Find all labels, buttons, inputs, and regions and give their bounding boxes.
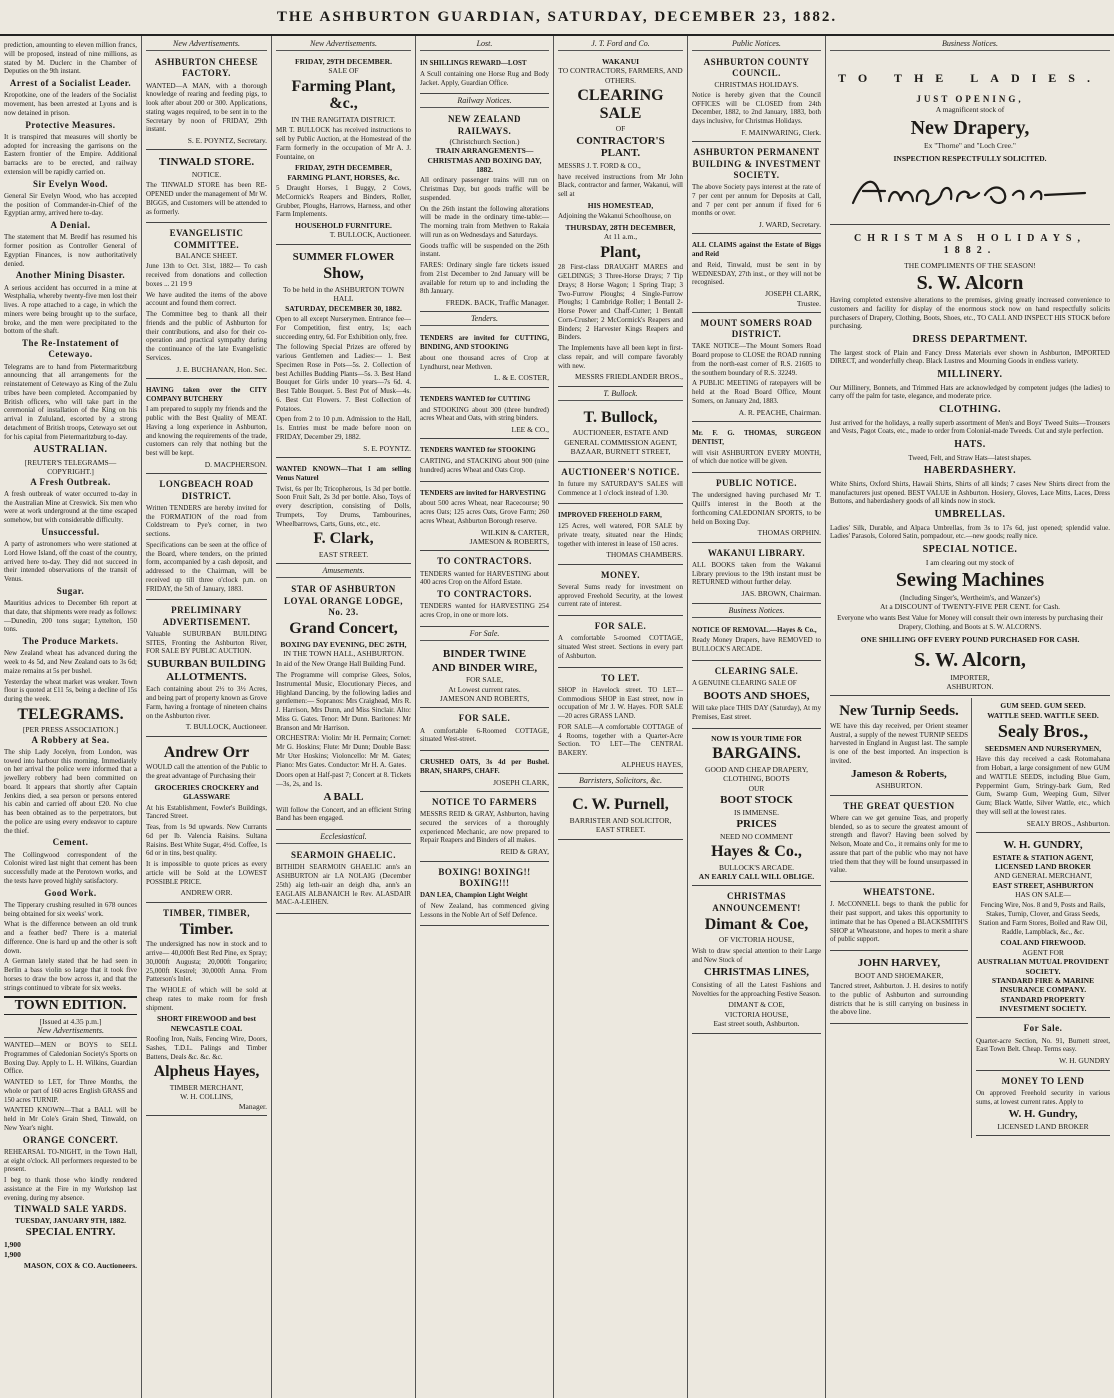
headline: Another Mining Disaster. — [15, 270, 126, 281]
ad-title: CHRISTMAS LINES, — [703, 966, 810, 979]
ad-gaelic-sermon: SEARMOIN GHAELIC. BITHIDH SEARMOIN GHAELIC ann's an ASHBURTON air LA NOLAIG (December 25th) aig leth-uair an deigh dha, ann's an EAGLAIS ALBANAICH le Rev. ALASDAIR MAC-A-LEIHEN. — [276, 847, 411, 914]
bottom-right-ads — [976, 698, 1110, 1138]
ad-title: CLEARING SALE. — [714, 665, 799, 676]
ad-time: At 11 a.m., — [603, 232, 638, 242]
ad-signature: T. BULLOCK, Auctioneer. — [329, 230, 411, 240]
bottom-ads — [830, 698, 1110, 1138]
ad-tolet: TO LET. SHOP in Havelock street. TO LET—Commodious SHOP in East street, now in occupation of Mr J. W. Hayes. FOR SALE—20 acres GRASS LAND. FOR SALE—A comfortable COTTAGE of 4 Rooms, together with a Quarter-Acre Section. TO LET—The CENTRAL BAKERY. ALPHEUS HAYES, — [558, 670, 683, 775]
ad-subtitle: JUST OPENING, — [916, 94, 1024, 104]
ad-farming-plant: FRIDAY, 29TH DECEMBER. SALE OF Farming Plant, &c., IN THE RANGITATA DISTRICT. MR T. BULLOCK has received instructions to sell by Public Auction, at the Homestead of the Farm formerly in the occupation of Mr A. J. Fountaine, on FRIDAY, 29TH DECEMBER, FARMING PLANT, HORSES, &c. 5 Draught Horses, 1 Buggy, 2 Cows, McCormick's Reapers and Binders, Roller, Grubber, Ploughs, Harrows, Harness, and other Farm Implements. HOUSEHOLD FURNITURE. T. BULLOCK, Auctioneer. — [276, 54, 411, 245]
ad-signature-role: Trustee. — [796, 298, 821, 308]
ad-title: For Sale. — [1023, 1023, 1063, 1034]
ad-subtitle: At a DISCOUNT of TWENTY-FIVE PER CENT. for Cash. — [880, 602, 1060, 612]
ad-advertiser: W. H. GUNDRY, — [1003, 838, 1083, 851]
ad-advertiser: MESSRS J. T. FORD & CO., — [558, 161, 641, 170]
ad-butchery: HAVING taken over the CITY COMPANY BUTCHERY I am prepared to supply my friends and the public with the Best Quality of MEAT. Having a long experience in Ashburton, and knowing the requirements of the trade, customers can rely that nothing but the best will be kept. D. MACPHERSON. — [146, 381, 267, 474]
ad-bargains — [692, 731, 821, 886]
ad-title: MONEY TO LEND — [1001, 1075, 1085, 1086]
ad-signature: JOSEPH CLARK, — [765, 289, 821, 299]
andrew-orr-signature — [830, 171, 1110, 213]
ad-removal: NOTICE OF REMOVAL.—Hayes & Co., Ready Money Drapers, have REMOVED to BULLOCK'S ARCADE. — [692, 621, 821, 661]
headline: The Re-Instatement of Cetewayo. — [22, 338, 119, 360]
ad-subtitle: NEED NO COMMENT — [720, 831, 793, 841]
ad-section: MILLINERY. — [937, 369, 1003, 381]
ad-signature: A. R. PEACHE, Chairman. — [738, 407, 821, 417]
ad-subtitle: VICTORIA HOUSE, — [724, 1009, 789, 1019]
ad-subtitle: BARRISTER AND SOLICITOR, — [569, 815, 672, 825]
ad-crushed-oats — [420, 753, 549, 792]
ad-money: MONEY. Several Sums ready for investment on approved Freehold Security, at the lowest current rate of interest. — [558, 567, 683, 617]
ad-flower-show: SUMMER FLOWER Show, To be held in the ASHBURTON TOWN HALL SATURDAY, DECEMBER 30, 1882. Open to all except Nurserymen. Entrance fee—For Competition, first entry, 1s; each succeeding entry, 6d. For Exhibition only, free. The following Special Prizes are offered by various Gentlemen and Ladies:— 1. Best Specimen Rose in Pots—5s. 2. Collection of best Achilles Budding Plants—5s. 3. Best Hand Bouquet for Girls under 10 years—7s 6d. 4. Best Table Bouquet. 5. Best Pot of Musk—4s. 6. Best Cut Flowers. 7. Best Collection of Potatoes. Open from 2 to 10 p.m. Admission to the Hall, 1s. Entries must be made before noon on FRIDAY, December 29, 1882. S. E. POYNTZ. — [276, 247, 411, 458]
ad-subtitle: ONE SHILLING OFF EVERY POUND PURCHASED FOR CASH. — [860, 635, 1080, 645]
ad-subtitle: IS IMMENSE. — [733, 807, 779, 817]
ad-title: TENDERS are invited for HARVESTING — [420, 488, 546, 497]
headline: The Produce Markets. — [22, 636, 119, 646]
ad-subtitle: GOOD AND CHEAP DRAPERY, CLOTHING, BOOTS — [705, 764, 808, 784]
ad-subtitle: BULLOCK'S ARCADE. — [718, 862, 795, 872]
ad-subtitle: HOUSEHOLD FURNITURE. — [295, 221, 392, 231]
ad-title: TENDERS WANTED for CUTTING — [420, 394, 531, 403]
ad-title: Mr. F. G. THOMAS, SURGEON DENTIST, — [692, 429, 821, 446]
ad-library: WAKANUI LIBRARY. ALL BOOKS taken from the Wakanui Library previous to the 19th instant must be RETURNED without further delay. JAS. BROWN, Chairman. — [692, 545, 821, 604]
ad-signature: THOMAS CHAMBERS. — [606, 550, 683, 560]
ad-wheatstone: WHEATSTONE. J. McCONNELL begs to thank the public for their past support, and takes this opportunity to intimate that he has Opened a BLACKSMITH'S SHOP at Wheatstone, and hopes to merit a share of public support. — [830, 884, 968, 951]
ad-signature: JAMESON AND ROBERTS, — [439, 693, 530, 703]
ad-title: New Drapery, — [910, 116, 1030, 139]
ad-subtitle: EAST STREET, ASHBURTON — [992, 880, 1094, 890]
ad-subtitle: FARMING PLANT, HORSES, &c. — [287, 172, 400, 182]
headline: Arrest of a Socialist Leader. — [9, 78, 132, 88]
ad-binder-twine — [420, 644, 549, 708]
ad-subtitle: (Christchurch Section.) — [449, 136, 520, 146]
ad-title: GUM SEED. GUM SEED. — [1000, 701, 1086, 711]
ad-title: TO LET. — [601, 672, 640, 683]
ad-tender-wanted: TENDERS WANTED for CUTTING and STOOKING about 300 (three hundred) acres Wheat and Oats, with string binders. LEE & CO., — [420, 390, 549, 440]
ad-signature: J. E. BUCHANAN, Hon. Sec. — [176, 364, 267, 374]
column-2 — [142, 36, 272, 1398]
ad-title: ALL CLAIMS against the Estate of Biggs and Reid — [692, 241, 821, 259]
section-heading: Business Notices. — [692, 606, 821, 618]
ad-alcorn: CHRISTMAS HOLIDAYS, 1882. THE COMPLIMENTS OF THE SEASON! S. W. Alcorn Having completed extensive alterations to the premises, giving greatly increased convenience to customers and facility for display of the enormous stock now on hand respectfully solicits purchasers of Drapery, Clothing, Boots, Shoes, etc., TO CALL AND INSPECT HIS STOCK before purchasing. DRESS DEPARTMENT. The largest stock of Plain and Fancy Dress Materials ever shown in Ashburton, IMPORTED DIRECT, and wonderfully cheap. Black Lustres and Mourning Goods in endless variety. MILLINERY. Our Millinery, Bonnets, and Trimmed Hats are acknowledged by competent judges (the ladies) to carry off the palm for taste, elegance, and moderate price. CLOTHING. Just arrived for the holidays, a really superb assortment of Men's and Boys' Tweed Suits—Trousers and Vests, Pagot Coats, etc., made to order from Colonial-made Tweeds. Cut and style perfection. HATS. Tweed, Felt, and Straw Hats—latest shapes. HABERDASHERY. White Shirts, Oxford Shirts, Hawaii Shirts, Shirts of all kinds; 7 cases New Shirts direct from the manufacturers just opened. BEST VALUE in Ashburton. Hosiery, Gloves, Lace Mitts, Laces, Dress Buttons, and haberdashery goods of all kinds now in stock. UMBRELLAS. Ladies' Silk, Durable, and Alpaca Umbrellas, from 3s to 17s 6d, just opened; splendid value. Ladies' Parasols, Colored Satin, pompadour, etc.—new goods; really nice. SPECIAL NOTICE. I am clearing out my stock of Sewing Machines (Including Singer's, Wertheim's, and Wanzer's) At a DISCOUNT of TWENTY-FIVE PER CENT. for Cash. Everyone who wants Best Value for Money will consult their own interests by purchasing their Drapery, Clothing, and Boots at S. W. ALCORN'S. ONE SHILLING OFF EVERY POUND PURCHASED FOR CASH. S. W. Alcorn, IMPORTER, ASHBURTON. — [830, 227, 1110, 697]
ad-claims: ALL CLAIMS against the Estate of Biggs and Reid and Reid, Tinwald, must be sent in by WEDNESDAY, 27th inst., or they will not be recognised. JOSEPH CLARK, Trustee. — [692, 236, 821, 313]
ad-signature: JOSEPH CLARK, — [493, 777, 549, 787]
ad-title: PRELIMINARY ADVERTISEMENT. — [162, 605, 251, 627]
section-heading: Amusements. — [276, 566, 411, 578]
ad-grand-concert: STAR OF ASHBURTON LOYAL ORANGE LODGE, No. 23. Grand Concert, BOXING DAY EVENING, DEC 26TH, IN THE TOWN HALL, ASHBURTON. In aid of the New Orange Hall Building Fund. The Programme will comprise Glees, Solos, Instrumental Music, Elocutionary Pieces, and Highland Dancing, by the following ladies and gentlemen:— Sopranos: Mrs Craighead, Mrs R. J. Harrison, Mrs Dunn, and Miss Sinclair. Alto: Miss G. Gates. Tenor: Mr Dunn. Baritones: Mr Branson and Mr Harrison. ORCHESTRA: Violin: Mr H. Permain; Cornet: Mr G. Hoskins; Flute: Mr Dunn; Double Bass: Mr Uter Hoskins; Violoncello: Mr M. Gates; Piano: Mrs Gates. Conductor: Mr H. A. Gates. Doors open at Half-past 7; Concert at 8. Tickets—3s, 2s, and 1s. A BALL Will follow the Concert, and an efficient String Band has been engaged. — [276, 581, 411, 830]
ad-title: WATTLE SEED. WATTLE SEED. — [987, 710, 1099, 720]
ad-section: DRESS DEPARTMENT. — [912, 334, 1028, 346]
ad-title: THE GREAT QUESTION — [843, 800, 955, 811]
ad-signature: JAS. BROWN, Chairman. — [741, 589, 821, 599]
ad-advertiser: S. W. Alcorn, — [914, 648, 1026, 671]
ad-turnip-seeds: New Turnip Seeds. WE have this day received, per Orient steamer Austral, a supply of the newest TURNIP SEEDS harvested in England in August last. The sample is one of the best imported. An inspection is invited. Jameson & Roberts, ASHBURTON. — [830, 698, 968, 795]
ad-title: ASHBURTON PERMANENT BUILDING & INVESTMENT SOCIETY. — [692, 147, 821, 180]
ad-subtitle: GROCERIES CROCKERY and GLASSWARE — [154, 782, 259, 802]
ad-tender-stooking: TENDERS WANTED for STOOKING CARTING, and STACKING about 900 (nine hundred) acres Wheat and Oats Crop. — [420, 441, 549, 481]
column-1: prediction, amounting to eleven million francs, will be proposed, instead of nine millions, as stated by M. Duclerc in the Chamber of Deputies on the 9th instant. Arrest of a Socialist Leader. Kropotkine, one of the leaders of the Socialist movement, has been arrested at Lyons and is now detained in prison. Protective Measures. It is transpired that measures will shortly be adopted for increasing the garrisons on the Eastern frontier of the Empire. Additional barracks are to be erected, and railway extension will be rapidly carried on. Sir Evelyn Wood. General Sir Evelyn Wood, who has accepted the position of Commander-in-Chief of the Egyptian army, arrived here to-day. A Denial. The statement that M. Bredif has resumed his former position as Controller General of Egyptian Finances, is now authoritatively denied. Another Mining Disaster. A serious accident has occurred in a mine at Westphalia, whereby twenty-five men lost their lives. A rope attached to a cage, in which the miners were being brought up to the surface, broke, and the men were precipitated to the bottom of the shaft. The Re-Instatement of Cetewayo. Telegrams are to hand from Pietermaritzburg announcing that all arrangements for the reinstatement of Cetewayo as King of the Zulu tribes have been completed. Accompanied by British officers, who will take part in the ceremonial of installation of the King on his arrival in Zululand, escorted by a strong detachment of British troops, Cetewayo set out for his capital from Pietermaritzburg to-day. AUSTRALIAN. [REUTER'S TELEGRAMS—COPYRIGHT.] A Fresh Outbreak. A fresh outbreak of water occurred to-day in the Australian Mine at Creswick. Six men who were at work underground at the time escaped somehow, but with considerable difficulty. Unsuccessful. A party of astronomers who were stationed at Lord Howe Island, off the coast of the country, arrived here to-day. They did not succeed in their intended observations of the transit of Venus. Sugar. Mauritius advices to December 6th report at that date, that shipments were ready as follows:—Dunedin, 200 tons sugar; Lyttelton, 150 tons. The Produce Markets. New Zealand wheat has advanced during the week to 4s 5d, and New Zealand oats to 3s 6d; maize remains at 5s per bushel. Yesterday the wheat market was weaker. Town flour is quoted at £11 5s, being a decline of 15s during the week. TELEGRAMS. [PER PRESS ASSOCIATION.] A Robbery at Sea. The ship Lady Jocelyn, from London, was towed into harbour this morning. Immediately on her arrival the police were informed that a jewellery robbery had been committed on board. It appears that shortly after Captain Jenkins died, a sea person or persons entered his cabin and carried off about £20. No clue has been obtained as to the perpetrators, but the police are using every endeavor to capture the thief. Cement. The Collingwood correspondent of the Colonist wired last night that cement has been successfully made at the Perotown works, and the tests have proved highly satisfactory. Good Work. The Tipperary crushing resulted in 678 ounces being obtained for six weeks' work. What is the difference between an old trunk and a feather bed? There is a material difference. One is hard up and the other is soft down. A German lately stated that he had seen in Berlin a bass violin so large that it took five horses to draw the bow across it, and that the strings continued to vibrate for six weeks. TOWN EDITION. [Issued at 4.35 p.m.] New Advertisements. WANTED—MEN or BOYS to SELL Programmes of Caledonian Society's Sports on Boxing Day. Apply to L. H. Wilkins, Guardian Office. WANTED to LET, for Three Months, the whole or part of 160 acres English GRASS and 150 acres TURNIP. WANTED KNOWN—That a BALL will be held in Mr Cole's Grain Shed, Tinwald, on New Year's night. ORANGE CONCERT. REHEARSAL TO-NIGHT, in the Town Hall, at eight o'clock. All performers requested to be present. I beg to thank those who kindly rendered assistance at the Fire in my Workshop last evening, during my absence. TINWALD SALE YARDS. TUESDAY, JANUARY 9TH, 1882. SPECIAL ENTRY. 1,900 1,900 MASON, COX & CO. Auctioneers. — [0, 36, 142, 1398]
ad-title: TENDERS are invited for CUTTING, BINDING, AND STOOKING — [420, 334, 549, 352]
section-heading: New Advertisements. — [146, 39, 267, 51]
ad-date: SATURDAY, DECEMBER 30, 1882. — [285, 303, 402, 313]
headline: Cement. — [52, 837, 89, 848]
ad-advertiser: C. W. Purnell, — [572, 796, 669, 814]
town-edition-heading: TOWN EDITION. — [4, 996, 137, 1014]
headline: A Denial. — [50, 220, 91, 230]
ad-advertiser: Alpheus Hayes, — [153, 1063, 260, 1081]
ad-title: BOXING! BOXING!! BOXING!!! — [438, 866, 531, 888]
ad-date: BOXING DAY EVENING, DEC 26TH, — [280, 639, 407, 649]
ad-subtitle: ESTATE & STATION AGENT, LICENSED LAND BROKER — [992, 852, 1094, 871]
ad-auctioneers-notice: AUCTIONEER'S NOTICE. In future my SATURDAY'S SALES will Commence at 1 o'clock instead of 1.30. — [558, 464, 683, 505]
ad-timber: TIMBER, TIMBER, Timber. The undersigned has now in stock and to arrive— 40,000ft Best Red Pine, ex Spray; 30,000ft Augusta; 20,000ft Tongariro; 25,000ft Kestrel; 30,000ft Anna. From Patterson's Inlet. The WHOLE of which will be sold at cheap rates to make room for fresh shipment. SHORT FIREWOOD and best NEWCASTLE COAL Roofing Iron, Nails, Fencing Wire, Doors, Sashes, T.D.L. Palings and Timber Battens, Deals &c. &c. &c. Alpheus Hayes, TIMBER MERCHANT, W. H. COLLINS, Manager. — [146, 905, 267, 1117]
ad-title: FOR SALE. — [594, 621, 647, 632]
ad-signature: S. E. POYNTZ, Secretary. — [187, 136, 267, 145]
ad-subtitle: A BALL — [323, 790, 364, 803]
ad-quarter-acre: For Sale. Quarter-acre Section, No. 91, Burnett street, East Town Belt. Cheap. Terms easy. W. H. GUNDRY — [976, 1020, 1110, 1070]
ad-contractors: TO CONTRACTORS. TENDERS wanted for HARVESTING about 400 acres Crop on the Alford Estate. TO CONTRACTORS. TENDERS wanted for HARVESTING 254 acres Crop, in one or more lots. — [420, 553, 549, 627]
ad-title: ASHBURTON CHEESE FACTORY. — [154, 57, 259, 79]
ad-clark: WANTED KNOWN—That I am selling Venus Naturel Twist, 6s per lb; Tricopherous, 1s 3d per bottle. Soon Fruit Salt, 2s 3d per bottle. Also, Toys of every description, consisting of Dolls, Trumpets, Toy Drums, Tambourines, Wheelbarrows, Carts, Guns, etc., etc. F. Clark, EAST STREET. — [276, 460, 411, 564]
ad-title: CHRISTMAS HOLIDAYS, 1882. — [854, 232, 1086, 257]
ad-cottage: FOR SALE. A comfortable 6-Roomed COTTAGE, situated West-street. — [420, 710, 549, 751]
ad-title: Show, — [323, 265, 364, 283]
ad-signature: T. BULLOCK, Auctioneer. — [185, 722, 267, 732]
ad-subtitle: EAST STREET. — [595, 825, 646, 835]
ad-evangelistic: EVANGELISTIC COMMITTEE. BALANCE SHEET. June 13th to Oct. 31st, 1882— To cash received from donations and collection boxes ... 21 19 9 We have audited the items of the above account and found them correct. The Committee beg to thank all their friends and the public of Ashburton for their contributions, and also for their co-operation and practical sympathy during the continuance of the late Evangelistic Services. J. E. BUCHANAN, Hon. Sec. — [146, 225, 267, 379]
ad-gundry: W. H. GUNDRY, ESTATE & STATION AGENT, LICENSED LAND BROKER AND GENERAL MERCHANT, EAST STREET, ASHBURTON HAS ON SALE— Fencing Wire, Nos. 8 and 9, Posts and Rails, Stakes, Turnip, Clover, and Grass Seeds, Station and Farm Stores, Boiled and Raw Oil, Raddle, Lampblack, &c., &c. COAL AND FIREWOOD. AGENT FOR AUSTRALIAN MUTUAL PROVIDENT SOCIETY. STANDARD FIRE & MARINE INSURANCE COMPANY. STANDARD PROPERTY INVESTMENT SOCIETY. — [976, 835, 1110, 1019]
ad-public-notice: PUBLIC NOTICE. The undersigned having purchased Mr T. Quill's interest in the Booth at the forthcoming CALEDONIAN SPORTS, to be held on Boxing Day. THOMAS ORPHIN. — [692, 475, 821, 543]
ad-title: CONTRACTOR'S PLANT. — [576, 134, 665, 160]
ad-subtitle: OF VICTORIA HOUSE, — [718, 935, 795, 945]
ad-forsale: FOR SALE. A comfortable 5-roomed COTTAGE, situated West street. Sections in every part of Ashburton. — [558, 618, 683, 668]
ad-subtitle: NOTICE. — [191, 170, 222, 180]
ad-signature: MESSRS FRIEDLANDER BROS., — [575, 372, 683, 382]
ad-clearing-boots: CLEARING SALE. A GENUINE CLEARING SALE OF BOOTS AND SHOES, Will take place THIS DAY (Saturday), At my Premises, East street. — [692, 663, 821, 729]
ad-section: CLOTHING. — [938, 404, 1001, 416]
ad-title: TO CONTRACTORS. — [437, 556, 532, 567]
ad-subtitle: STANDARD FIRE & MARINE INSURANCE COMPANY. — [991, 975, 1095, 995]
ad-subtitle: AUCTIONEER, ESTATE AND GENERAL COMMISSION AGENT, — [564, 428, 677, 447]
ad-boxing: BOXING! BOXING!! BOXING!!! DAN LEA, Champion Light Weight of New Zealand, has commenced giving Lessons in the Noble Art of Self Defence. — [420, 864, 549, 927]
ad-subtitle: IN THE TOWN HALL, ASHBURTON. — [283, 648, 404, 658]
ad-andrew-orr: Andrew Orr WOULD call the attention of the Public to the great advantage of Purchasing their GROCERIES CROCKERY and GLASSWARE At his Establishment, Fowler's Buildings, Tancred Street. Teas, from 1s 9d upwards. New Currants 6d per lb. Valencia Raisins. Sultana Raisins. Best White Sugar, 4½d. Coffee, 1s 6d or in tins, best quality. It is impossible to quote prices as every article will be Sold at the LOWEST POSSIBLE PRICE. ANDREW ORR. — [146, 739, 267, 903]
ad-subtitle: AUSTRALIAN MUTUAL PROVIDENT SOCIETY. — [977, 957, 1109, 976]
headline: Good Work. — [44, 887, 97, 898]
ad-freehold: IMPROVED FREEHOLD FARM, 125 Acres, well watered, FOR SALE by private treaty, situated near the Hinds; together with interest in lease of 150 acres. THOMAS CHAMBERS. — [558, 506, 683, 564]
ad-tinwald-store: TINWALD STORE. NOTICE. The TINWALD STORE has been RE-OPENED under the management of Mr W. BIGGS, and Customers will be attended to as formerly. — [146, 152, 267, 223]
ad-title: FOR SALE. — [458, 713, 511, 724]
ad-signature: W. H. GUNDRY — [1059, 1056, 1110, 1066]
ad-subtitle: Timber. — [179, 920, 234, 938]
sale-date: TUESDAY, JANUARY 9TH, 1882. — [14, 1215, 126, 1225]
ad-title: WANTED KNOWN—That I am selling Venus Naturel — [276, 465, 411, 482]
ad-title: TIMBER, TIMBER, — [162, 907, 251, 918]
headline: Sugar. — [56, 585, 85, 596]
ad-title: HAVING taken over the CITY COMPANY BUTCHERY — [146, 385, 267, 403]
ad-subtitle: To be held in the ASHBURTON TOWN HALL — [282, 285, 405, 304]
ad-subtitle: COAL AND FIREWOOD. — [1000, 938, 1086, 948]
ad-subtitle: STANDARD PROPERTY INVESTMENT SOCIETY. — [999, 994, 1087, 1014]
ad-title: BOOT STOCK — [720, 793, 793, 806]
ad-farmers: NOTICE TO FARMERS MESSRS REID & GRAY, Ashburton, having secured the services of a thoroughly experienced Mechanic, are now prepared to Repair Reapers and Binders of all makes. REID & GRAY, — [420, 794, 549, 862]
section-heading: For Sale. — [420, 629, 549, 641]
ad-title: NOTICE OF REMOVAL.—Hayes & Co., — [692, 625, 817, 634]
ad-advertiser: Dimant & Coe, — [704, 915, 809, 933]
ad-subtitle: HIS HOMESTEAD, — [587, 200, 654, 210]
ad-longbeach: LONGBEACH ROAD DISTRICT. Written TENDERS are hereby invited for the FORMATION of the road from Coldstream to Pye's corner, in two sections. Specifications can be seen at the office of the Board, where tenders, on the printed form, accompanied by a cash deposit, and addressed to the Chairman, will be received up till three o'clock p.m. on FRIDAY, the 5th of January, 1883. — [146, 476, 267, 600]
ad-subtitle: BOOT AND SHOEMAKER, — [854, 970, 944, 980]
ad-title: TENDERS WANTED for STOOKING — [420, 446, 536, 455]
ad-subtitle: EAST STREET. — [318, 549, 369, 559]
ad-signature: SEALY BROS., Ashburton. — [1026, 818, 1110, 828]
ad-railways: NEW ZEALAND RAILWAYS. (Christchurch Section.) TRAIN ARRANGEMENTS—CHRISTMAS AND BOXING DAY, 1882. All ordinary passenger trains will run on Christmas Day, but goods traffic will be suspended. On the 26th instant the following alterations will be made in the ordinary time-table:— The morning train from Methven to Rakaia will run as on Wednesdays and Saturdays. Goods traffic will be suspended on the 26th instant. FARES: Ordinary single fare tickets issued from 21st December to 2nd January will be available for return up to and including the 8th January. FREDK. BACK, Traffic Manager. — [420, 111, 549, 312]
ad-title: Andrew Orr — [163, 743, 250, 761]
ad-dentist: Mr. F. G. THOMAS, SURGEON DENTIST, will visit ASHBURTON EVERY MONTH, of which due notice will be given. — [692, 424, 821, 473]
ad-title: PUBLIC NOTICE. — [715, 478, 797, 488]
headline: Unsuccessful. — [41, 526, 100, 537]
ad-advertiser: Hayes & Co., — [711, 843, 802, 861]
ad-subtitle: DAN LEA, Champion Light Weight — [420, 891, 528, 900]
ad-title: BINDER TWINE — [442, 647, 527, 660]
ad-title: LONGBEACH ROAD DISTRICT. — [159, 479, 254, 501]
lot-count: 1,900 — [4, 1239, 21, 1249]
ad-building-society: ASHBURTON PERMANENT BUILDING & INVESTMENT SOCIETY. The above Society pays interest at the rate of 7 per cent per annum for Deposits at Call, and 7 per cent per annum if fixed for 6 months or over. J. WARD, Secretary. — [692, 144, 821, 234]
ad-signature-role: Manager. — [238, 1101, 267, 1111]
headline: ORANGE CONCERT. — [22, 1134, 119, 1145]
ad-andrew-orr-drapery — [830, 54, 1110, 225]
ad-advertiser: Sealy Bros., — [997, 721, 1089, 742]
ad-title: WAKANUI LIBRARY. — [707, 547, 806, 558]
ad-subtitle: AND GENERAL MERCHANT, — [993, 871, 1093, 881]
signature-graphic — [845, 171, 1095, 211]
ad-section: HABERDASHERY. — [923, 465, 1017, 477]
ad-signature: THOMAS ORPHIN. — [757, 528, 821, 538]
ad-title: STAR OF ASHBURTON LOYAL ORANGE LODGE, No. 23. — [284, 584, 403, 617]
headline: Sir Evelyn Wood. — [33, 178, 108, 189]
ad-cheese-factory: ASHBURTON CHEESE FACTORY. WANTED—A MAN, with a thorough knowledge of rearing and feeding pigs, to look after about 200 or 300. Applications, stating wages required, to be sent in to the Secretary by noon of FRIDAY, 29th instant. S. E. POYNTZ, Secretary. — [146, 54, 267, 150]
ad-advertiser: Jameson & Roberts, — [851, 767, 947, 780]
ad-signature: ANDREW ORR. — [180, 888, 233, 898]
column-3 — [272, 36, 416, 1398]
ad-subtitle: At Lowest current rates. — [448, 684, 521, 694]
ad-bullock — [558, 404, 683, 462]
ad-subtitle: SUBURBAN BUILDING ALLOTMENTS. — [147, 658, 266, 683]
ad-title: SUMMER FLOWER — [292, 250, 395, 263]
ad-tender-cutting: TENDERS are invited for CUTTING, BINDING, AND STOOKING about one thousand acres of Crop at Lyndhurst, near Methven. L. & E. COSTER, — [420, 329, 549, 387]
section-heading: AUSTRALIAN. — [33, 444, 108, 456]
section-heading: Ecclesiastical. — [276, 832, 411, 844]
ad-subtitle: THE COMPLIMENTS OF THE SEASON! — [904, 260, 1036, 270]
ad-signature: FREDK. BACK, Traffic Manager. — [445, 298, 549, 307]
ad-title: NEW ZEALAND RAILWAYS. — [447, 114, 522, 136]
ad-sealy-bros: GUM SEED. GUM SEED. WATTLE SEED. WATTLE SEED. Sealy Bros., SEEDSMEN AND NURSERYMEN, Have this day received a cask Rotomahana from Hobart, a large consignment of new GUM and WATTLE SEEDS, including Blue Gum, Peppermint Gum, Stringy-bark Gum, Red Gum, Swamp Gum, Weeping Gum, Silver Gum; Black Wattle, Silver Wattle, etc., which they will sell at the lowest rates. SEALY BROS., Ashburton. — [976, 698, 1110, 833]
ad-subtitle: OUR — [748, 783, 765, 793]
section-heading: Business Notices. — [830, 39, 1110, 51]
ad-title: MONEY. — [601, 569, 640, 580]
ad-signature: L. & E. COSTER, — [493, 373, 549, 383]
ad-title: PRICES — [736, 818, 777, 830]
section-subheading: [PER PRESS ASSOCIATION.] — [22, 725, 119, 735]
ad-date: FRIDAY, 29TH DECEMBER. — [295, 57, 392, 66]
ad-signature: S. E. POYNTZ. — [363, 443, 411, 453]
ad-subtitle: I am clearing out my stock of — [925, 557, 1015, 567]
ad-subtitle: CHRISTMAS HOLIDAYS. — [714, 79, 799, 89]
ad-title: WAKANUI — [601, 57, 640, 66]
section-heading: Public Notices. — [692, 39, 821, 51]
ad-title: Plant, — [600, 243, 641, 261]
ad-title: New Turnip Seeds. — [839, 703, 959, 720]
ad-date: FRIDAY, 29TH DECEMBER, — [295, 163, 392, 173]
ad-subtitle: AN EARLY CALL WILL OBLIGE. — [698, 871, 815, 881]
ad-title: IN SHILLINGS REWARD—LOST — [420, 59, 527, 67]
ad-title: Farming Plant, &c., — [291, 77, 396, 113]
masthead: THE ASHBURTON GUARDIAN, SATURDAY, DECEMBER 23, 1882. — [0, 0, 1114, 36]
ad-subtitle: FOR SALE, — [465, 675, 504, 685]
ad-county-council: ASHBURTON COUNTY COUNCIL. CHRISTMAS HOLIDAYS. Notice is hereby given that the Council OFFICES will be CLOSED from 24th December, 1882, to 2nd January, 1883, both days inclusive, for Christmas Holidays. F. MAINWARING, Clerk. — [692, 54, 821, 142]
ad-subtitle: HAS ON SALE— — [1015, 890, 1071, 900]
ad-title: TO CONTRACTORS. — [437, 589, 532, 600]
ad-title: BARGAINS. — [712, 745, 801, 763]
ad-section: HATS. — [954, 439, 986, 451]
ad-title: SEARMOIN GHAELIC. — [290, 850, 396, 860]
ad-subtitle: BALANCE SHEET. — [175, 250, 238, 260]
ad-section: SPECIAL NOTICE. — [922, 544, 1018, 556]
ad-title: NOW IS YOUR TIME FOR — [711, 733, 802, 743]
section-heading: New Advertisements. — [276, 39, 411, 51]
ad-tender-harvest: TENDERS are invited for HARVESTING about 500 acres Wheat, near Racecourse; 90 acres Oats; 125 acres Oats, Grove Farm; 260 acres Wheat, Ashburton Borough reserve. WILKIN & CARTER, JAMESON & ROBERTS, — [420, 484, 549, 552]
section-heading: Barristers, Solicitors, &c. — [558, 776, 683, 788]
section-heading: Railway Notices. — [420, 96, 549, 108]
ad-subtitle: INSPECTION RESPECTFULLY SOLICITED. — [893, 154, 1047, 163]
ad-lost: IN SHILLINGS REWARD—LOST A Scull containing one Horse Rug and Body Jacket. Apply, Guardian Office. — [420, 54, 549, 94]
bottom-left-ads — [830, 698, 972, 1138]
section-heading: Tenders. — [420, 314, 549, 326]
ad-subtitle: IN THE RANGITATA DISTRICT. — [291, 114, 396, 124]
ad-subtitle: IMPORTER, — [950, 672, 990, 682]
ad-title: NOTICE TO FARMERS — [431, 796, 538, 807]
ad-title: TINWALD STORE. — [158, 156, 255, 169]
column-5 — [554, 36, 688, 1398]
ad-title: TO THE LADIES. — [838, 71, 1102, 85]
headline: A Robbery at Sea. — [31, 734, 110, 745]
ad-subtitle: ASHBURTON. — [946, 682, 994, 691]
ad-suburban: PRELIMINARY ADVERTISEMENT. Valuable SUBURBAN BUILDING SITES, Fronting the Ashburton River, FOR SALE BY PUBLIC AUCTION. SUBURBAN BUILDING ALLOTMENTS. Each containing about 2½ to 3½ Acres, and being part of property known as Grove Farm, having a frontage of nineteen chains on the Ashburton river. T. BULLOCK, Auctioneer. — [146, 602, 267, 736]
ad-section: UMBRELLAS. — [934, 509, 1006, 521]
issued-time: [Issued at 4.35 p.m.] — [39, 1016, 102, 1026]
column-7 — [826, 36, 1114, 1398]
section-heading: New Advertisements. — [4, 1026, 137, 1038]
ad-title: CLEARING SALE — [577, 87, 664, 122]
ad-subtitle: Ex "Thorne" and "Loch Cree." — [923, 140, 1016, 150]
ad-title: EVANGELISTIC COMMITTEE. — [169, 228, 244, 250]
section-heading: T. Bullock. — [558, 389, 683, 401]
ad-subtitle: LICENSED LAND BROKER — [997, 1121, 1089, 1131]
ad-dimant: CHRISTMAS ANNOUNCEMENT! Dimant & Coe, OF VICTORIA HOUSE, Wish to draw special attention to their Large and New Stock of CHRISTMAS LINES, Consisting of all the Latest Fashions and Novelties for the approaching Festive Season. DIMANT & COE, VICTORIA HOUSE, East street south, Ashburton. — [692, 888, 821, 1033]
ad-title: AND BINDER WIRE, — [431, 661, 538, 674]
ad-title: WHEATSTONE. — [863, 887, 935, 898]
ad-signature: ALPHEUS HAYES, — [621, 759, 683, 769]
ad-advertiser: T. Bullock, — [583, 408, 658, 426]
ad-signature: D. MACPHERSON. — [204, 459, 267, 469]
ad-advertiser: F. Clark, — [313, 530, 374, 548]
section-heading: Lost. — [420, 39, 549, 51]
ad-subtitle: AGENT FOR — [1022, 947, 1064, 957]
ad-mount-somers: MOUNT SOMERS ROAD DISTRICT. TAKE NOTICE—The Mount Somers Road Board propose to CLOSE the ROAD running from the north-east corner of R.S. 21605 to the southern boundary of R.S. 32249. A PUBLIC MEETING of ratepayers will be held at the Road Board Office, Mount Somers, on January 2nd, 1883. A. R. PEACHE, Chairman. — [692, 315, 821, 422]
ad-title: ASHBURTON COUNTY COUNCIL. — [703, 57, 810, 79]
ad-signature: WILKIN & CARTER, — [480, 527, 549, 537]
ad-signature: JAMESON & ROBERTS, — [469, 537, 549, 546]
headline: SPECIAL ENTRY. — [25, 1226, 116, 1239]
headline: A Fresh Outbreak. — [30, 476, 111, 487]
ad-title: BOOTS AND SHOES, — [703, 689, 810, 702]
ad-subtitle: (Including Singer's, Wertheim's, and Wanzer's) — [899, 593, 1041, 602]
ad-title: MOUNT SOMERS ROAD DISTRICT. — [700, 317, 813, 340]
section-heading: TELEGRAMS. — [17, 705, 124, 723]
ad-subtitle: ASHBURTON. — [875, 781, 923, 791]
ad-title: Sewing Machines — [895, 569, 1045, 591]
ad-date: THURSDAY, 28TH DECEMBER, — [565, 223, 676, 233]
ad-subtitle: BAZAAR, BURNETT STREET, — [570, 447, 671, 457]
ad-subtitle: TRAIN ARRANGEMENTS—CHRISTMAS AND BOXING DAY, 1882. — [427, 146, 542, 174]
ad-signature: REID & GRAY, — [500, 847, 549, 857]
ad-advertiser: S. W. Alcorn — [916, 272, 1024, 295]
ad-signature: J. WARD, Secretary. — [758, 220, 821, 229]
ad-subtitle: SHORT FIREWOOD and best NEWCASTLE COAL — [157, 1014, 256, 1033]
ad-wakanui-clearing: WAKANUI TO CONTRACTORS, FARMERS, AND OTHERS. CLEARING SALE OF CONTRACTOR'S PLANT. MESSRS J. T. FORD & CO., have received instructions from Mr John Black, contractor and farmer, Wakanui, will sell at HIS HOMESTEAD, Adjoining the Wakanui Schoolhouse, on THURSDAY, 28TH DECEMBER, At 11 a.m., Plant, 28 First-class DRAUGHT MARES and GELDINGS; 3 Three-Horse Drays; 7 Tip Drays; 8 Horse Wagon; 1 Spring Trap; 3 Two-Furrow Ploughs; 4 Single-Furrow Ploughs; 1 Cambridge Roller; 1 Bentall 2-Horse Power and Chaff-Cutter; 1 Bentall Corn-Crusher; 2 McCormick's Reapers and Binders; 2 Harvester Kings Reapers and Binders. The Implements have all been kept in first-class repair, and will compare favorably with new. MESSRS FRIEDLANDER BROS., — [558, 54, 683, 387]
ad-advertiser: JOHN HARVEY, — [857, 957, 941, 970]
ad-subtitle: A magnificent stock of — [935, 105, 1005, 115]
column-4 — [416, 36, 554, 1398]
ad-harvey: JOHN HARVEY, BOOT AND SHOEMAKER, Tancred street, Ashburton. J. H. desires to notify to the public of Ashburton and surrounding districts that he is still carrying on business in the above line. — [830, 953, 968, 1024]
ad-subtitle: SEEDSMEN AND NURSERYMEN, — [984, 743, 1102, 753]
ad-subtitle: TIMBER MERCHANT, — [169, 1083, 244, 1093]
ad-subtitle: TO CONTRACTORS, FARMERS, AND OTHERS. — [558, 66, 683, 85]
ad-signature: F. MAINWARING, Clerk. — [741, 127, 821, 137]
ad-purnell — [558, 791, 683, 839]
ad-signature: LEE & CO., — [511, 425, 549, 434]
ad-title: CHRISTMAS ANNOUNCEMENT! — [712, 891, 801, 913]
ad-money-lend: MONEY TO LEND On approved Freehold security in various sums, at lowest current rates. Apply to W. H. Gundry, LICENSED LAND BROKER — [976, 1073, 1110, 1137]
ad-title: IMPROVED FREEHOLD FARM, — [558, 511, 662, 520]
lot-count: 1,900 — [4, 1250, 21, 1260]
headline: TINWALD SALE YARDS. — [14, 1204, 127, 1215]
ad-great-question: THE GREAT QUESTION Where can we get genuine Teas, and properly blended, so as to secure the greatest amount of strength and flavor? Having been solved by Nelson, Moate and Co., it remains only for me to assure that part of the public who may not have tried them that they will be found unsurpassed in value. — [830, 798, 968, 883]
section-heading: J. T. Ford and Co. — [558, 39, 683, 51]
ad-signature: W. H. COLLINS, — [180, 1092, 233, 1102]
ad-title: AUCTIONEER'S NOTICE. — [561, 466, 680, 477]
ad-title: Grand Concert, — [289, 620, 398, 638]
ad-signature: DIMANT & COE, — [728, 1000, 785, 1010]
ad-subtitle: SALE OF — [328, 66, 359, 76]
ad-address: East street south, Ashburton. — [713, 1019, 800, 1029]
ad-title: CRUSHED OATS, 3s 4d per Bushel. BRAN, SHARPS, CHAFF. — [420, 758, 549, 775]
headline: Protective Measures. — [25, 119, 116, 130]
ad-subtitle: OF — [615, 124, 626, 134]
column-6 — [688, 36, 826, 1398]
section-subheading: [REUTER'S TELEGRAMS—COPYRIGHT.] — [24, 457, 117, 477]
ad-advertiser: W. H. Gundry, — [1008, 1108, 1078, 1121]
signature: MASON, COX & CO. Auctioneers. — [23, 1260, 137, 1270]
